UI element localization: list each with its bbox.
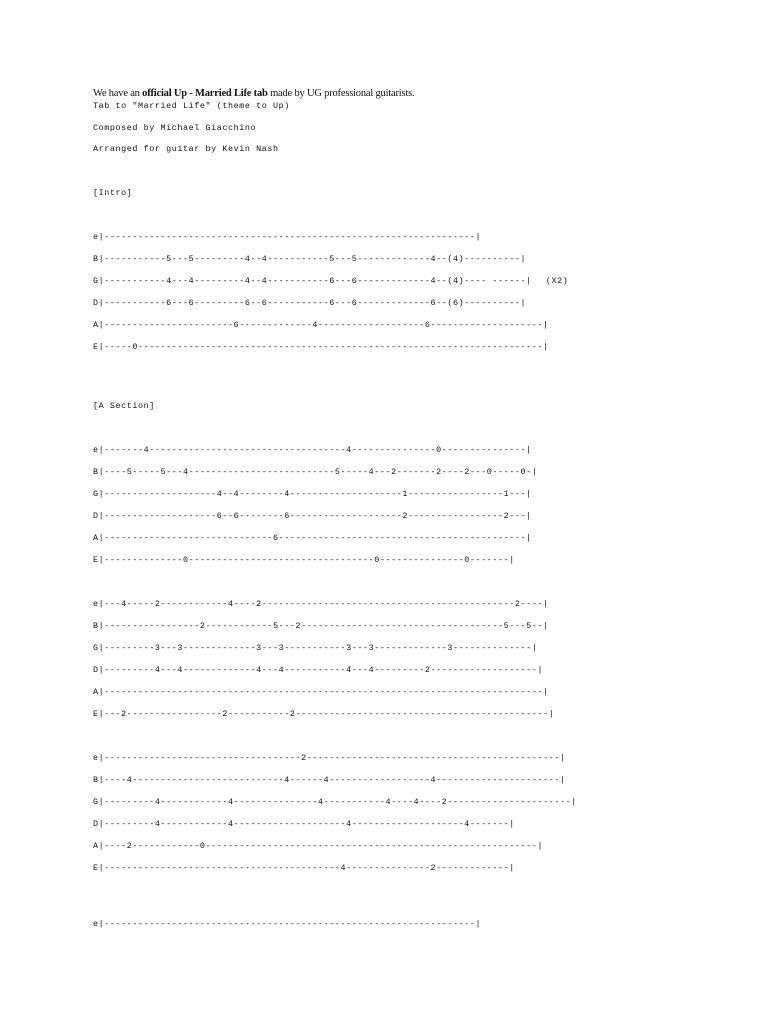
tab-line-d: D|--------------------6--6--------6--------------------2-----------------2---|	[93, 510, 532, 521]
a-tab-block-4	[93, 913, 753, 935]
tab-line-e: e|-----------------------------------2---------------------------------------------|	[93, 752, 566, 763]
repeat-marker: (X2)	[545, 275, 569, 286]
promo-line	[93, 87, 753, 100]
intro-section-label: [Intro]	[93, 187, 133, 198]
tab-line-e: e|------------------------------------------------------------------|	[93, 918, 482, 929]
tab-line-e: e|---4-----2------------4----2---------------------------------------------2----|	[93, 598, 549, 609]
tab-document	[93, 87, 753, 935]
tab-line-d: D|-----------6---6---------6--6-----------6---6-------------6--(6)----------|	[93, 297, 527, 308]
tab-line-low-e: E|--------------0---------------------------------0---------------0-------|	[93, 554, 515, 565]
tab-title: Tab to "Married Life" (theme to Up)	[93, 101, 290, 111]
tab-line-low-e: E|------------------------------------------4---------------2-------------|	[93, 862, 515, 873]
promo-suffix: made by UG professional guitarists.	[267, 88, 415, 99]
a-tab-block-3	[93, 747, 753, 879]
tab-line-d: D|---------4---4-------------4---4-----------4---4---------2-------------------|	[93, 664, 544, 675]
tab-line-a: A|-----------------------6-------------4-------------------6--------------------|	[93, 319, 549, 330]
tab-line-b: B|----4---------------------------4------4------------------4----------------------|	[93, 774, 566, 785]
tab-line-b: B|----5-----5---4--------------------------5-----4---2-------2----2---0-----0-|	[93, 466, 538, 477]
tab-line-d: D|---------4------------4--------------------4--------------------4-------|	[93, 818, 515, 829]
tab-line-a: A|------------------------------------------------------------------------------|	[93, 686, 549, 697]
tab-line-a: A|------------------------------6--------------------------------------------|	[93, 532, 532, 543]
tab-line-b: B|-----------5---5---------4--4-----------5---5-------------4--(4)----------|	[93, 253, 527, 264]
tab-line-e: e|------------------------------------------------------------------|	[93, 231, 482, 242]
composer-line: Composed by Michael Giacchino	[93, 122, 257, 133]
tab-line-g: G|---------4------------4---------------4-----------4----4----2----------------------|	[93, 796, 577, 807]
a-section-label: [A Section]	[93, 400, 155, 411]
intro-tab-block	[93, 226, 753, 358]
tab-line-low-e: E|---2-----------------2-----------2---------------------------------------------|	[93, 708, 555, 719]
tab-line-g-text: G|-----------4---4---------4--4-----------6---6-------------4--(4)---- ------|	[93, 275, 532, 286]
tab-line-g	[93, 270, 753, 292]
tab-line-g: G|---------3---3-------------3---3-----------3---3-------------3--------------|	[93, 642, 538, 653]
tab-line-a: A|----2------------0-----------------------------------------------------------|	[93, 840, 544, 851]
tab-line-g: G|--------------------4--4--------4--------------------1-----------------1---|	[93, 488, 532, 499]
official-tab-link[interactable]: official Up - Married Life tab	[142, 88, 268, 99]
promo-prefix: We have an	[93, 88, 143, 99]
arranger-line: Arranged for guitar by Kevin Nash	[93, 144, 279, 154]
tab-line-e: e|-------4-----------------------------------4---------------0---------------|	[93, 444, 532, 455]
a-tab-block-2	[93, 593, 753, 725]
a-tab-block-1	[93, 439, 753, 571]
tab-line-b: B|-----------------2------------5---2------------------------------------5---5--|	[93, 620, 549, 631]
tab-line-low-e: E|-----0------------------------------------------------------------------------|	[93, 341, 549, 352]
